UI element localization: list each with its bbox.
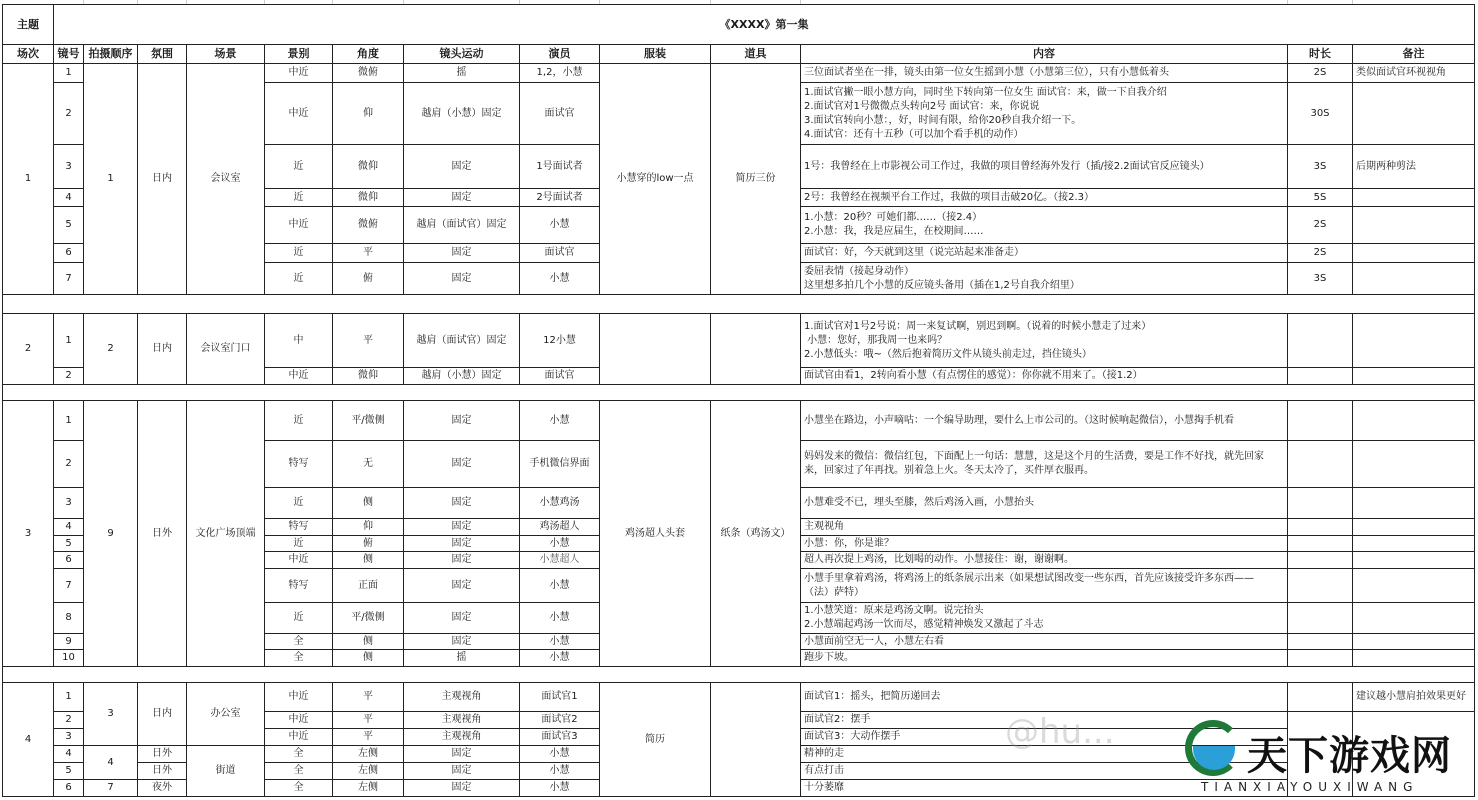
- duration: [1287, 518, 1353, 536]
- shot-angle: 微俯: [332, 63, 404, 83]
- props: [710, 682, 801, 797]
- shot-size: 中近: [264, 82, 333, 145]
- actor: 小慧: [519, 568, 600, 603]
- shot-content: [800, 82, 1288, 145]
- shot-size: 全: [264, 633, 333, 650]
- camera-move: 越肩（面试官）固定: [403, 313, 520, 368]
- actor: 鸡汤超人: [519, 518, 600, 536]
- header-shot-no: 镜号: [53, 44, 84, 64]
- mood: 日内: [137, 682, 187, 746]
- content-line: 1.面试官对1号2号说：周一来复试啊，别迟到啊。（说着的时候小慧走了过来）: [804, 320, 1152, 332]
- duration: 30S: [1287, 82, 1353, 145]
- shot-number: 7: [53, 262, 84, 295]
- shot-angle: 左侧: [332, 762, 404, 780]
- shot-angle: 平/微侧: [332, 602, 404, 634]
- actor: 小慧: [519, 649, 600, 667]
- location: 街道: [186, 745, 265, 797]
- header-duration: 时长: [1287, 44, 1353, 64]
- shot-content: 小慧面前空无一人，小慧左右看: [800, 633, 1288, 650]
- note: [1352, 313, 1475, 368]
- shot-content: 十分萎靡: [800, 779, 1288, 797]
- props: 简历三份: [710, 63, 801, 295]
- camera-move: 越肩（小慧）固定: [403, 367, 520, 385]
- shot-number: 4: [53, 745, 84, 763]
- duration: [1287, 367, 1353, 385]
- note: [1352, 243, 1475, 263]
- shot-content: 面试官1：摇头，把简历递回去: [800, 682, 1288, 712]
- shot-angle: 微仰: [332, 367, 404, 385]
- camera-move: 固定: [403, 487, 520, 519]
- content-line: 2.小慧低头：哦~（然后抱着简历文件从镜头前走过，挡住镜头）: [804, 348, 1092, 360]
- shot-angle: 微俯: [332, 206, 404, 244]
- shot-content: [800, 313, 1288, 368]
- content-line: 妈妈发来的微信：微信红包，下面配上一句话：慧慧，这是这个月的生活费，要是工作不好找，就先回家: [804, 451, 1264, 462]
- scene-number: 4: [2, 682, 54, 797]
- shoot-order: 1: [83, 63, 138, 295]
- actor: 1号面试者: [519, 144, 600, 189]
- shot-size: 近: [264, 535, 333, 552]
- duration: [1287, 400, 1353, 441]
- camera-move: 固定: [403, 779, 520, 797]
- content-line: 来，回家过了年再找。别着急上火。冬天太冷了，买件厚衣服再。: [804, 465, 1094, 476]
- shot-content: 精神的走: [800, 745, 1288, 763]
- shot-number: 2: [53, 711, 84, 729]
- shot-number: 2: [53, 440, 84, 488]
- duration: [1287, 602, 1353, 634]
- note: [1352, 400, 1475, 441]
- shot-size: 中近: [264, 728, 333, 746]
- header-props: 道具: [710, 44, 801, 64]
- duration: 3S: [1287, 262, 1353, 295]
- shoot-order: 9: [83, 400, 138, 667]
- actor: 面试官2: [519, 711, 600, 729]
- shot-angle: 左侧: [332, 779, 404, 797]
- header-location: 场景: [186, 44, 265, 64]
- camera-move: 固定: [403, 144, 520, 189]
- duration: 2S: [1287, 63, 1353, 83]
- shot-number: 9: [53, 633, 84, 650]
- duration: 3S: [1287, 144, 1353, 189]
- duration: [1287, 633, 1353, 650]
- shot-number: 3: [53, 728, 84, 746]
- shot-content: 1号：我曾经在上市影视公司工作过，我做的项目曾经海外发行（插/接2.2面试官反应镜头）: [800, 144, 1288, 189]
- shot-angle: 仰: [332, 82, 404, 145]
- shot-size: 近: [264, 144, 333, 189]
- camera-move: 固定: [403, 518, 520, 536]
- shot-number: 2: [53, 367, 84, 385]
- shot-size: 中近: [264, 551, 333, 569]
- costume: 小慧穿的low一点: [599, 63, 711, 295]
- shot-number: 5: [53, 206, 84, 244]
- duration: [1287, 649, 1353, 667]
- duration: [1287, 682, 1353, 712]
- camera-move: 主观视角: [403, 682, 520, 712]
- note: [1352, 602, 1475, 634]
- shot-content: 跑步下坡。: [800, 649, 1288, 667]
- actor: 小慧: [519, 206, 600, 244]
- mood: 日外: [137, 400, 187, 667]
- shot-number: 3: [53, 144, 84, 189]
- watermark-brand-pinyin: TIANXIAYOUXIWANG: [1201, 780, 1419, 794]
- shot-angle: 平: [332, 682, 404, 712]
- camera-move: 固定: [403, 551, 520, 569]
- camera-move: 固定: [403, 440, 520, 488]
- duration: [1287, 551, 1353, 569]
- shot-content: 面试官3：大动作摆手: [800, 728, 1288, 746]
- shot-content: 小慧坐在路边，小声嘀咕：一个编导助理，要什么上市公司的。（这时候响起微信），小慧掏手机看: [800, 400, 1288, 441]
- content-line: 1.小慧笑道：原来是鸡汤文啊。说完抬头: [804, 605, 984, 616]
- camera-move: 主观视角: [403, 728, 520, 746]
- shot-number: 1: [53, 313, 84, 368]
- shot-number: 8: [53, 602, 84, 634]
- shot-size: 中近: [264, 682, 333, 712]
- content-line: 2.小慧端起鸡汤一饮而尽，感觉精神焕发又激起了斗志: [804, 619, 1044, 630]
- content-line: 1.面试官撇一眼小慧方向，同时坐下转向第一位女生 面试官：来，做一下自我介绍: [804, 86, 1167, 98]
- note: [1352, 262, 1475, 295]
- shot-angle: 侧: [332, 633, 404, 650]
- actor: 小慧: [519, 762, 600, 780]
- location: 文化广场顶端: [186, 400, 265, 667]
- shot-angle: 平: [332, 313, 404, 368]
- scene-number: 3: [2, 400, 54, 667]
- camera-move: 固定: [403, 243, 520, 263]
- shot-angle: 侧: [332, 551, 404, 569]
- scene-separator: [2, 384, 1475, 401]
- actor: 面试官3: [519, 728, 600, 746]
- shot-content: [800, 262, 1288, 295]
- shot-angle: 平/微侧: [332, 400, 404, 441]
- shot-number: 7: [53, 568, 84, 603]
- location: 会议室: [186, 63, 265, 295]
- actor: 1,2，小慧: [519, 63, 600, 83]
- actor: 2号面试者: [519, 188, 600, 207]
- location: 办公室: [186, 682, 265, 746]
- shot-number: 1: [53, 682, 84, 712]
- camera-move: 摇: [403, 63, 520, 83]
- duration: 2S: [1287, 243, 1353, 263]
- costume: 鸡汤超人头套: [599, 400, 711, 667]
- actor: 小慧鸡汤: [519, 487, 600, 519]
- actor: 小慧: [519, 602, 600, 634]
- props-resume: 简历: [599, 682, 711, 797]
- shot-angle: 平: [332, 728, 404, 746]
- note: [1352, 82, 1475, 145]
- shot-content: [800, 206, 1288, 244]
- shot-size: 近: [264, 602, 333, 634]
- content-line: 1.小慧：20秒？可她们都……（接2.4）: [804, 212, 983, 223]
- camera-move: 越肩（小慧）固定: [403, 82, 520, 145]
- note: [1352, 568, 1475, 603]
- shot-angle: 仰: [332, 518, 404, 536]
- shoot-order: 3: [83, 682, 138, 746]
- shot-content: 主观视角: [800, 518, 1288, 536]
- duration: [1287, 568, 1353, 603]
- content-line: 这里想多拍几个小慧的反应镜头备用（插在1,2号自我介绍里）: [804, 279, 1080, 291]
- shot-content: [800, 568, 1288, 603]
- shot-content: 小慧难受不已，埋头至膝，然后鸡汤入画，小慧抬头: [800, 487, 1288, 519]
- shot-number: 4: [53, 188, 84, 207]
- episode-title: 《XXXX》第一集: [53, 4, 1475, 45]
- shot-angle: 平: [332, 711, 404, 729]
- shot-size: 近: [264, 262, 333, 295]
- duration: 2S: [1287, 206, 1353, 244]
- camera-move: 固定: [403, 633, 520, 650]
- shot-angle: 侧: [332, 487, 404, 519]
- actor: 小慧: [519, 535, 600, 552]
- mood: 日外: [137, 762, 187, 780]
- shot-content: 有点打击: [800, 762, 1288, 780]
- shot-size: 中近: [264, 63, 333, 83]
- camera-move: 主观视角: [403, 711, 520, 729]
- shot-content: [800, 602, 1288, 634]
- scene-number: 1: [2, 63, 54, 295]
- content-line: （法）萨特）: [804, 586, 864, 598]
- header-mood: 氛围: [137, 44, 187, 64]
- shot-content: 面试官：好，今天就到这里（说完站起来准备走）: [800, 243, 1288, 263]
- note: [1352, 711, 1475, 797]
- shot-number: 4: [53, 518, 84, 536]
- content-line: 委屈表情（接起身动作）: [804, 265, 914, 277]
- shot-content: 面试官由看1，2转向看小慧（有点愣住的感觉）：你你就不用来了。（接1.2）: [800, 367, 1288, 385]
- duration: [1287, 535, 1353, 552]
- scene-separator: [2, 666, 1475, 683]
- actor: 小慧: [519, 779, 600, 797]
- header-angle: 角度: [332, 44, 404, 64]
- shot-angle: 正面: [332, 568, 404, 603]
- camera-move: 越肩（面试官）固定: [403, 206, 520, 244]
- content-line: 小慧手里拿着鸡汤，将鸡汤上的纸条展示出来（如果想试图改变一些东西，首先应该接受许多东西——: [804, 572, 1254, 584]
- shot-content: 小慧：你，你是谁？: [800, 535, 1288, 552]
- shot-size: 中: [264, 313, 333, 368]
- camera-move: 固定: [403, 762, 520, 780]
- shot-size: 特写: [264, 440, 333, 488]
- mood: 日外: [137, 745, 187, 763]
- shoot-order: 7: [83, 779, 138, 797]
- header-costume: 服装: [599, 44, 711, 64]
- shot-size: 近: [264, 243, 333, 263]
- location: 会议室门口: [186, 313, 265, 385]
- shot-number: 10: [53, 649, 84, 667]
- content-line: 小慧：您好，那我周一也来吗？: [804, 334, 948, 346]
- note: [1352, 367, 1475, 385]
- content-line: 4.面试官：还有十五秒（可以加个看手机的动作）: [804, 128, 1024, 140]
- actor: 12小慧: [519, 313, 600, 368]
- shot-number: 2: [53, 82, 84, 145]
- camera-move: 固定: [403, 188, 520, 207]
- title-label: 主题: [2, 4, 54, 45]
- content-line: 2.面试官对1号微微点头转向2号 面试官：来，你说说: [804, 100, 1040, 112]
- note: [1352, 633, 1475, 650]
- shot-angle: 无: [332, 440, 404, 488]
- note: [1352, 649, 1475, 667]
- shoot-order: 4: [83, 745, 138, 780]
- note: 类似面试官环视视角: [1352, 63, 1475, 83]
- shot-content: 三位面试者坐在一排，镜头由第一位女生摇到小慧（小慧第三位），只有小慧低着头: [800, 63, 1288, 83]
- note: [1352, 487, 1475, 519]
- shot-size: 近: [264, 188, 333, 207]
- camera-move: 摇: [403, 649, 520, 667]
- header-actor: 演员: [519, 44, 600, 64]
- shot-size: 中近: [264, 367, 333, 385]
- shot-number: 6: [53, 243, 84, 263]
- scene-separator: [2, 294, 1475, 314]
- camera-move: 固定: [403, 535, 520, 552]
- duration: 5S: [1287, 188, 1353, 207]
- note: [1352, 551, 1475, 569]
- shot-content: 2号：我曾经在视频平台工作过，我做的项目击破20亿。（接2.3）: [800, 188, 1288, 207]
- shot-number: 3: [53, 487, 84, 519]
- shot-number: 5: [53, 762, 84, 780]
- content-line: 3.面试官转向小慧：，好，时间有限，给你20秒自我介绍一下。: [804, 114, 1082, 126]
- shot-size: 近: [264, 400, 333, 441]
- actor: 面试官: [519, 82, 600, 145]
- shot-size: 全: [264, 762, 333, 780]
- mood: 日内: [137, 63, 187, 295]
- shot-number: 1: [53, 63, 84, 83]
- shot-angle: 左侧: [332, 745, 404, 763]
- header-camera-move: 镜头运动: [403, 44, 520, 64]
- header-content: 内容: [800, 44, 1288, 64]
- camera-move: 固定: [403, 602, 520, 634]
- shot-content: 超人再次提上鸡汤，比划喝的动作。小慧接住：谢，谢谢啊。: [800, 551, 1288, 569]
- duration: [1287, 711, 1353, 797]
- shot-size: 近: [264, 487, 333, 519]
- note: [1352, 206, 1475, 244]
- note: 建议越小慧肩拍效果更好: [1352, 682, 1475, 712]
- camera-move: 固定: [403, 568, 520, 603]
- header-scene: 场次: [2, 44, 54, 64]
- actor: 面试官1: [519, 682, 600, 712]
- shot-number: 1: [53, 400, 84, 441]
- note: 后期两种剪法: [1352, 144, 1475, 189]
- mood: 夜外: [137, 779, 187, 797]
- actor: 面试官: [519, 367, 600, 385]
- shot-angle: 微仰: [332, 188, 404, 207]
- note: [1352, 188, 1475, 207]
- mood: 日内: [137, 313, 187, 385]
- note: [1352, 440, 1475, 488]
- duration: [1287, 440, 1353, 488]
- actor: 小慧: [519, 400, 600, 441]
- actor: 面试官: [519, 243, 600, 263]
- shot-size: 中近: [264, 206, 333, 244]
- header-notes: 备注: [1352, 44, 1475, 64]
- actor: 小慧超人: [519, 551, 600, 569]
- camera-move: 固定: [403, 262, 520, 295]
- scene-number: 2: [2, 313, 54, 385]
- camera-move: 固定: [403, 400, 520, 441]
- note: [1352, 535, 1475, 552]
- camera-move: 固定: [403, 745, 520, 763]
- shot-size: 全: [264, 649, 333, 667]
- actor: 小慧: [519, 262, 600, 295]
- props: [710, 313, 801, 385]
- shot-angle: 俯: [332, 535, 404, 552]
- header-shoot-order: 拍摄顺序: [83, 44, 138, 64]
- props: 纸条（鸡汤文）: [710, 400, 801, 667]
- shot-size: 中近: [264, 711, 333, 729]
- watermark-brand: 天下游戏网: [1247, 733, 1452, 779]
- shot-angle: 平: [332, 243, 404, 263]
- shot-content: 面试官2：摆手: [800, 711, 1288, 729]
- shot-size: 特写: [264, 518, 333, 536]
- shot-size: 全: [264, 779, 333, 797]
- shot-angle: 俯: [332, 262, 404, 295]
- shot-number: 6: [53, 551, 84, 569]
- duration: [1287, 313, 1353, 368]
- shot-content: [800, 440, 1288, 488]
- note: [1352, 518, 1475, 536]
- shoot-order: 2: [83, 313, 138, 385]
- actor: 小慧: [519, 633, 600, 650]
- duration: [1287, 487, 1353, 519]
- shot-number: 5: [53, 535, 84, 552]
- shot-angle: 微仰: [332, 144, 404, 189]
- content-line: 2.小慧：我，我是应届生，在校期间……: [804, 226, 984, 237]
- shot-number: 6: [53, 779, 84, 797]
- actor: 小慧: [519, 745, 600, 763]
- watermark-faint-text: @hu...: [1005, 712, 1115, 752]
- shot-size: 全: [264, 745, 333, 763]
- shot-angle: 侧: [332, 649, 404, 667]
- header-shot-size: 景别: [264, 44, 333, 64]
- costume: [599, 313, 711, 385]
- actor: 手机微信界面: [519, 440, 600, 488]
- shot-size: 特写: [264, 568, 333, 603]
